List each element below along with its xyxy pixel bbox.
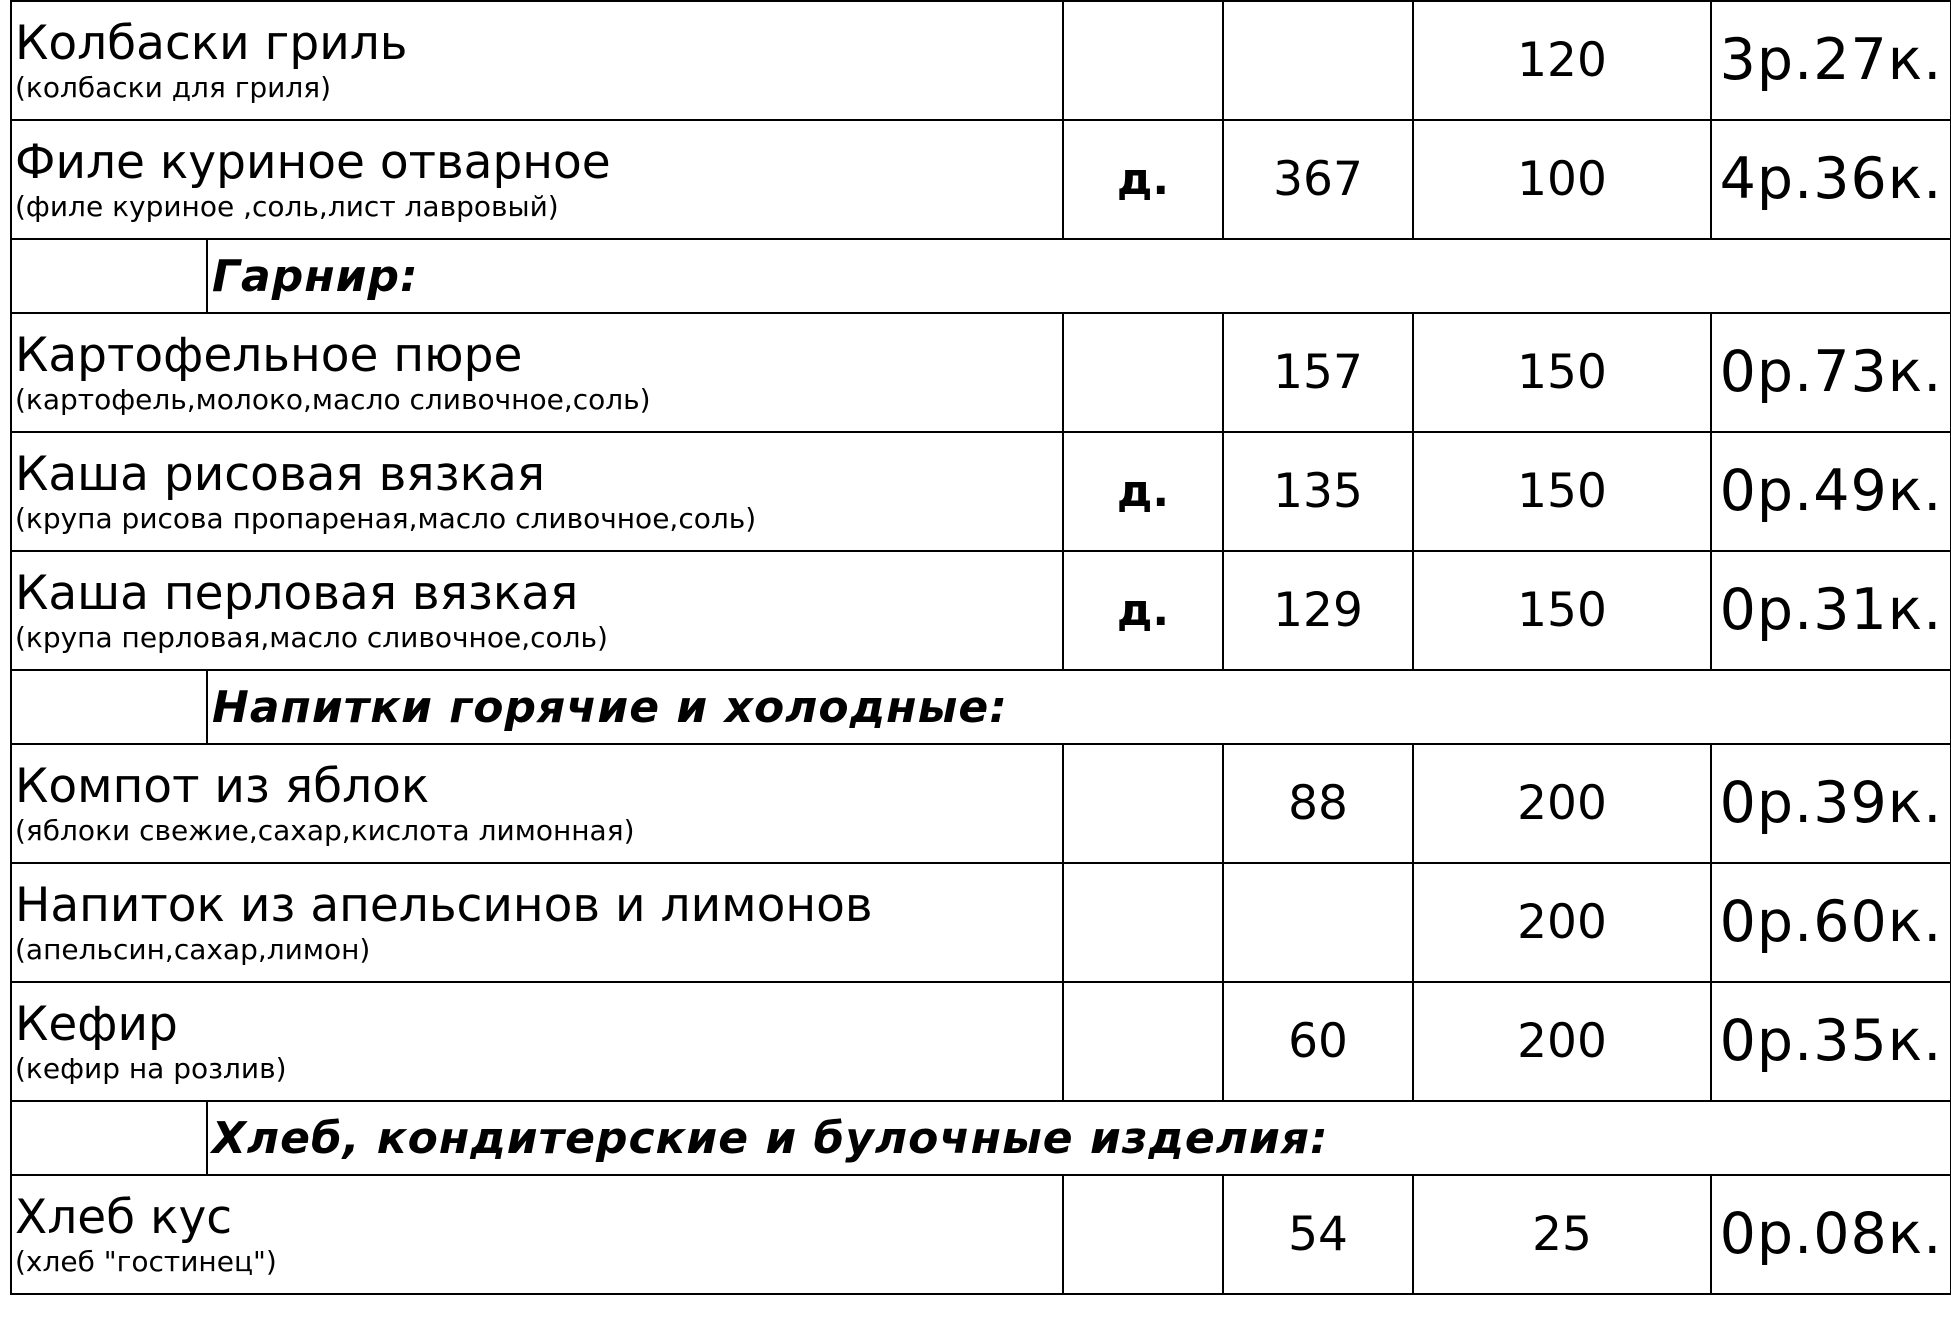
dish-name: Хлеб кус (15, 1189, 233, 1245)
dish-diet-mark: д. (1063, 432, 1223, 551)
dish-price: 4р.36к. (1711, 120, 1951, 239)
menu-item-row (11, 120, 1951, 239)
dish-cell (11, 1, 1063, 120)
dish-name: Картофельное пюре (15, 327, 523, 383)
section-header-row (11, 670, 1951, 744)
section-title: Гарнир: (212, 250, 419, 302)
dish-diet-mark (1063, 313, 1223, 432)
dish-weight: 120 (1413, 1, 1711, 120)
dish-weight: 150 (1413, 551, 1711, 670)
dish-ingredients: (кефир на розлив) (15, 1051, 287, 1085)
menu-item-row (11, 863, 1951, 982)
dish-weight: 200 (1413, 744, 1711, 863)
dish-price: 0р.31к. (1711, 551, 1951, 670)
dish-price: 0р.39к. (1711, 744, 1951, 863)
menu-item-row (11, 982, 1951, 1101)
dish-name: Колбаски гриль (15, 15, 408, 71)
menu-item-row (11, 551, 1951, 670)
dish-calories: 60 (1223, 982, 1413, 1101)
dish-weight: 150 (1413, 313, 1711, 432)
dish-price: 3р.27к. (1711, 1, 1951, 120)
dish-diet-mark (1063, 863, 1223, 982)
menu-item-row (11, 1, 1951, 120)
dish-calories (1223, 863, 1413, 982)
dish-weight: 150 (1413, 432, 1711, 551)
menu-item-row (11, 432, 1951, 551)
dish-name: Каша перловая вязкая (15, 565, 579, 621)
dish-ingredients: (картофель,молоко,масло сливочное,соль) (15, 382, 651, 416)
dish-cell (11, 863, 1063, 982)
dish-calories: 135 (1223, 432, 1413, 551)
menu-table (10, 0, 1951, 1295)
section-header-row (11, 239, 1951, 313)
section-cell (11, 1101, 1951, 1175)
dish-name: Компот из яблок (15, 758, 430, 814)
dish-ingredients: (колбаски для гриля) (15, 70, 332, 104)
dish-weight: 25 (1413, 1175, 1711, 1294)
section-title: Хлеб, кондитерские и булочные изделия: (212, 1112, 1329, 1164)
dish-diet-mark (1063, 982, 1223, 1101)
dish-cell (11, 982, 1063, 1101)
dish-cell (11, 744, 1063, 863)
section-indent (12, 240, 208, 312)
menu-item-row (11, 744, 1951, 863)
section-indent (12, 671, 208, 743)
dish-ingredients: (яблоки свежие,сахар,кислота лимонная) (15, 813, 635, 847)
dish-ingredients: (филе куриное ,соль,лист лавровый) (15, 189, 559, 223)
dish-name: Напиток из апельсинов и лимонов (15, 877, 873, 933)
menu-item-row (11, 313, 1951, 432)
dish-price: 0р.73к. (1711, 313, 1951, 432)
section-header-row (11, 1101, 1951, 1175)
dish-diet-mark: д. (1063, 551, 1223, 670)
dish-calories: 129 (1223, 551, 1413, 670)
dish-cell (11, 1175, 1063, 1294)
dish-name: Филе куриное отварное (15, 134, 611, 190)
dish-ingredients: (хлеб "гостинец") (15, 1244, 277, 1278)
dish-calories: 367 (1223, 120, 1413, 239)
section-indent (12, 1102, 208, 1174)
dish-diet-mark: д. (1063, 120, 1223, 239)
menu-body (11, 1, 1951, 1294)
dish-weight: 100 (1413, 120, 1711, 239)
dish-price: 0р.08к. (1711, 1175, 1951, 1294)
dish-price: 0р.60к. (1711, 863, 1951, 982)
dish-price: 0р.49к. (1711, 432, 1951, 551)
dish-name: Каша рисовая вязкая (15, 446, 546, 502)
dish-cell (11, 313, 1063, 432)
section-cell (11, 670, 1951, 744)
dish-weight: 200 (1413, 982, 1711, 1101)
dish-diet-mark (1063, 744, 1223, 863)
dish-diet-mark (1063, 1175, 1223, 1294)
dish-diet-mark (1063, 1, 1223, 120)
dish-cell (11, 120, 1063, 239)
dish-name: Кефир (15, 996, 178, 1052)
dish-cell (11, 551, 1063, 670)
menu-item-row (11, 1175, 1951, 1294)
dish-calories: 157 (1223, 313, 1413, 432)
section-title: Напитки горячие и холодные: (212, 681, 1008, 733)
dish-calories: 88 (1223, 744, 1413, 863)
dish-ingredients: (крупа рисова пропареная,масло сливочное,соль) (15, 501, 757, 535)
dish-weight: 200 (1413, 863, 1711, 982)
dish-ingredients: (крупа перловая,масло сливочное,соль) (15, 620, 608, 654)
dish-calories: 54 (1223, 1175, 1413, 1294)
dish-price: 0р.35к. (1711, 982, 1951, 1101)
dish-cell (11, 432, 1063, 551)
section-cell (11, 239, 1951, 313)
dish-calories (1223, 1, 1413, 120)
dish-ingredients: (апельсин,сахар,лимон) (15, 932, 371, 966)
